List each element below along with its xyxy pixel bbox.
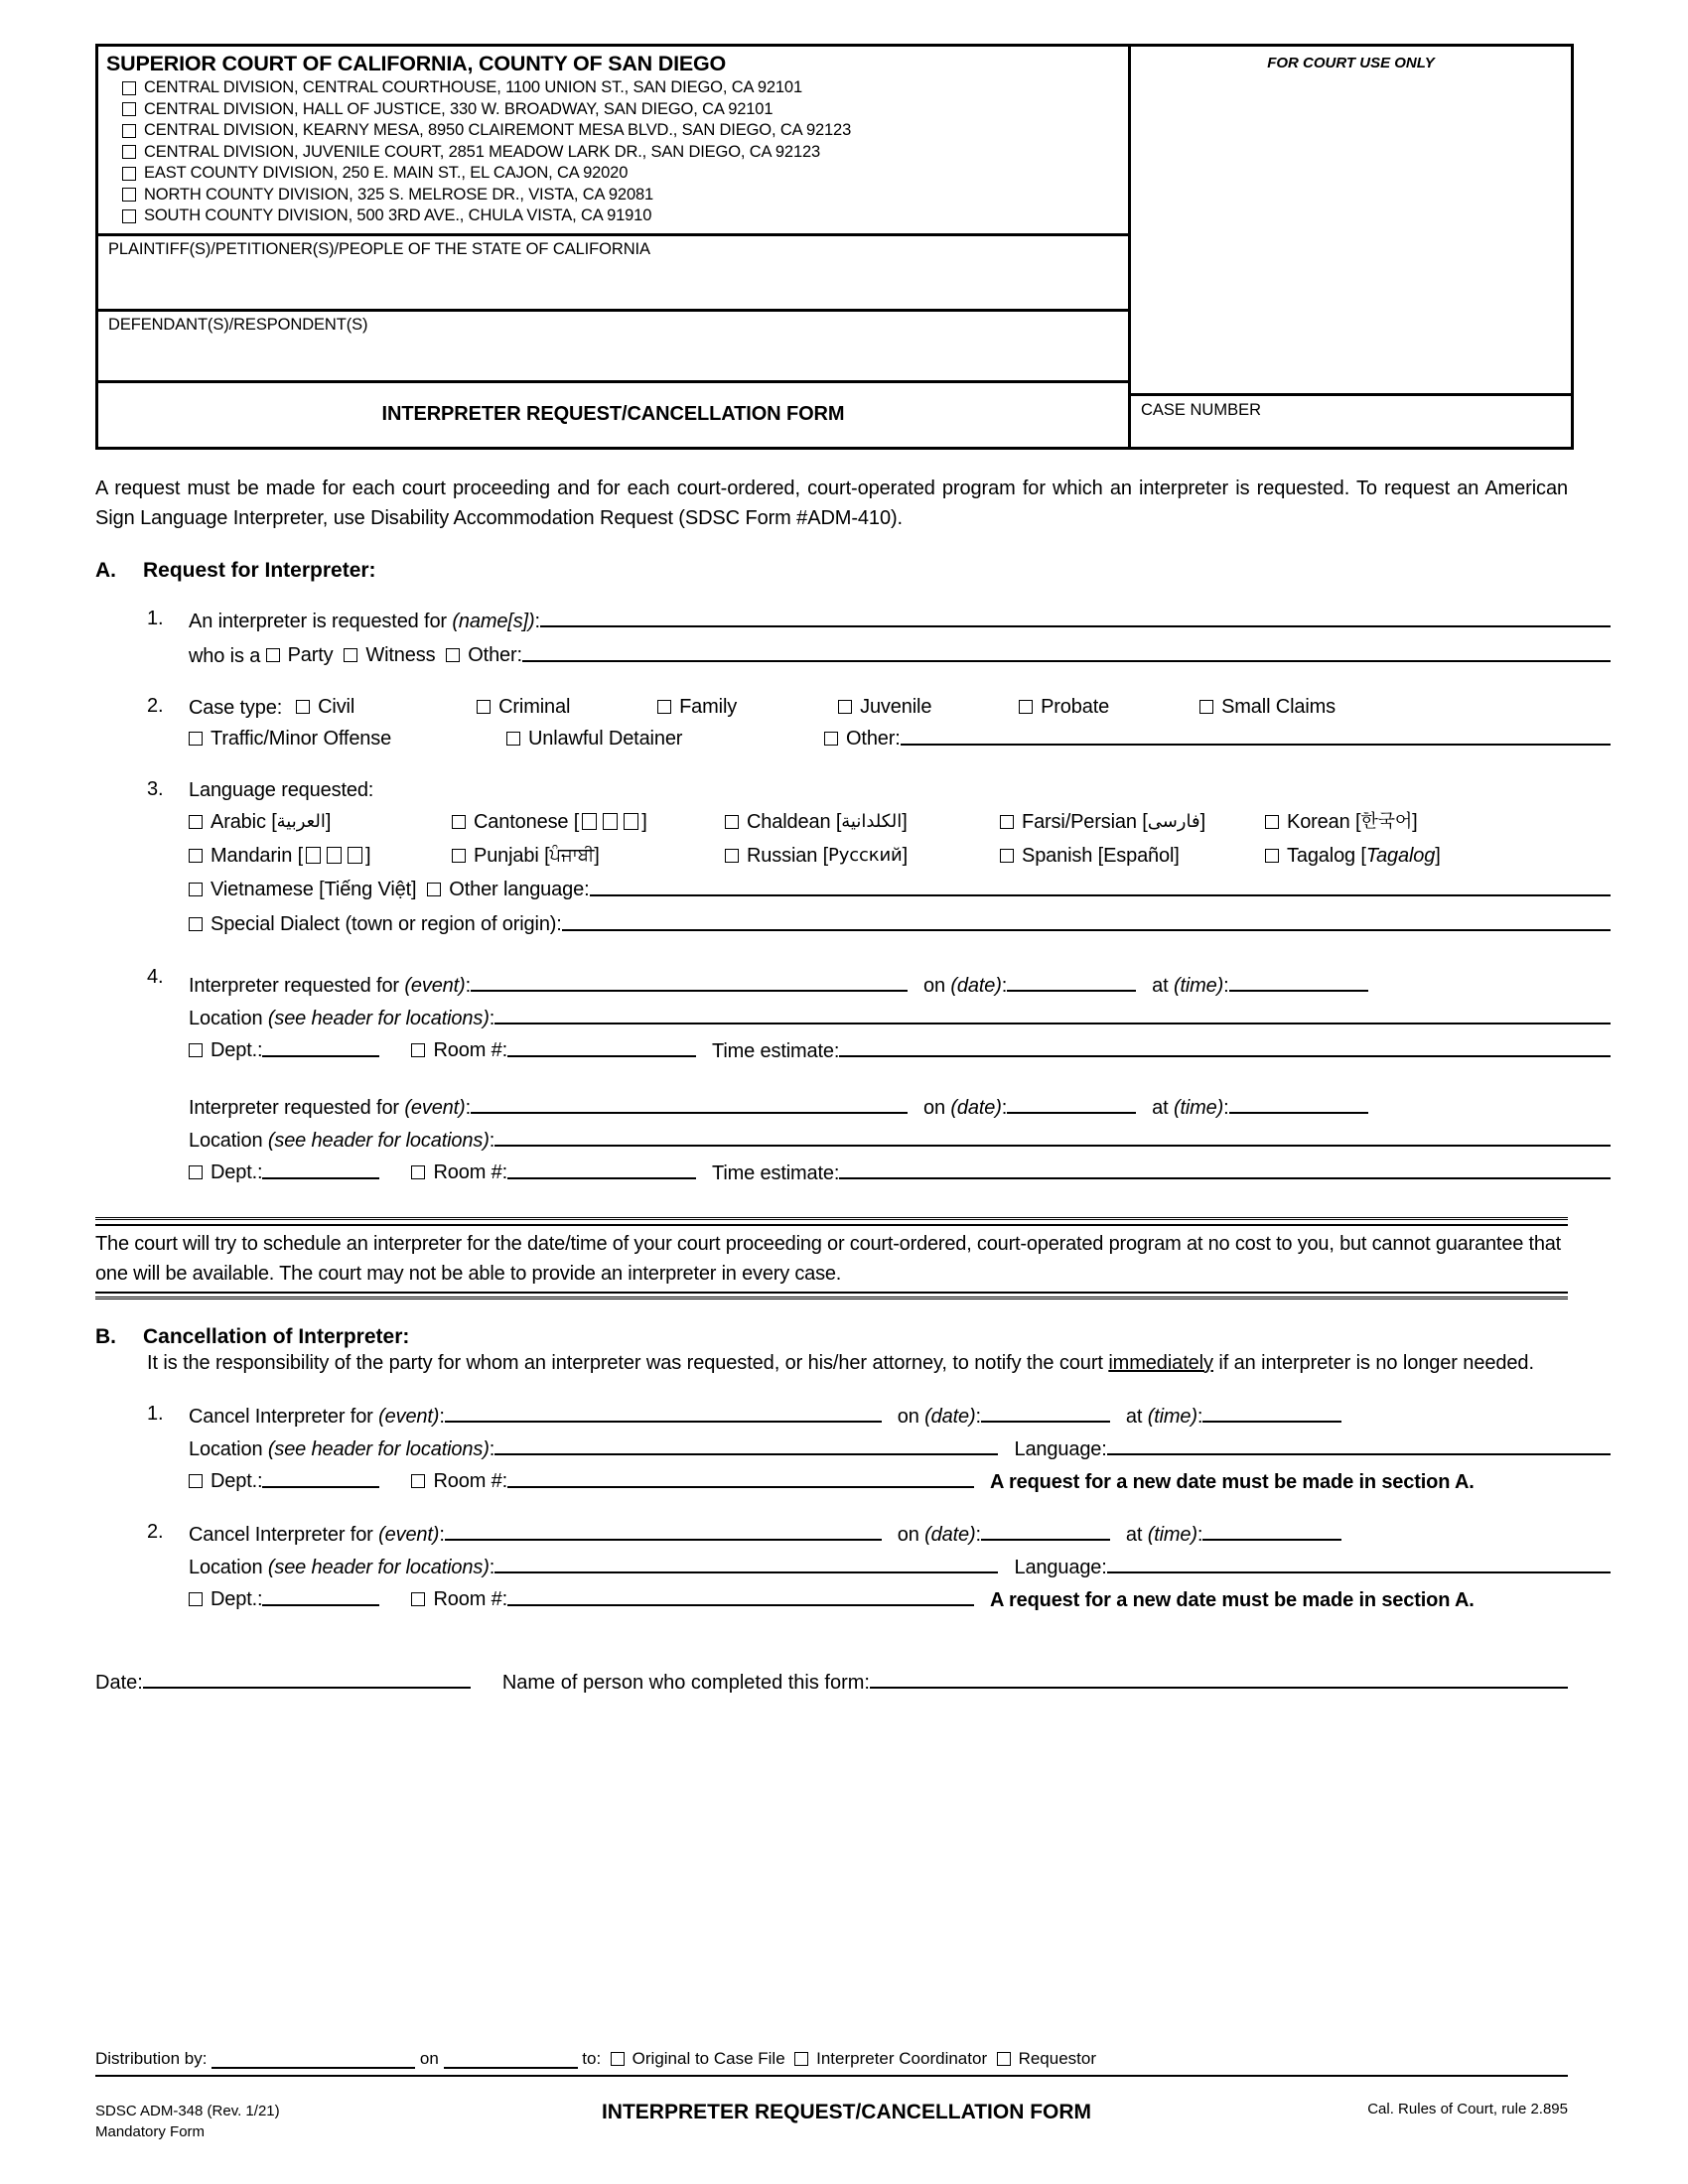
section-b-intro-post: if an interpreter is no longer needed. — [1212, 1351, 1534, 1374]
location-hint: (see header for locations) — [267, 1007, 490, 1029]
cantonese-checkbox[interactable] — [452, 815, 466, 829]
footer-mandatory: Mandatory Form — [95, 2123, 206, 2140]
language-farsi[interactable]: Farsi/Persian [ فارسی ] — [1000, 805, 1265, 839]
cancel-time-input-line-1[interactable] — [1202, 1400, 1341, 1423]
case-type-traffic[interactable] — [189, 724, 506, 753]
completed-by-input-line[interactable] — [870, 1666, 1568, 1689]
missing-glyph-icon — [306, 847, 321, 864]
division-row[interactable] — [106, 142, 1128, 164]
cancel-event-input-line-1[interactable] — [445, 1400, 882, 1423]
division-checkbox-list — [98, 77, 1128, 233]
cancel-language-input-line-2[interactable] — [1107, 1551, 1611, 1573]
division-checkbox-juvenile-court[interactable] — [122, 145, 136, 159]
interpreter-coordinator-checkbox[interactable] — [794, 2052, 808, 2066]
room-input-line-2[interactable] — [507, 1157, 696, 1179]
division-row[interactable] — [106, 120, 1128, 142]
language-cantonese[interactable]: Cantonese [ ] — [452, 805, 725, 839]
cancel-time-hint: (time) — [1147, 1523, 1197, 1546]
availability-notice — [95, 1217, 1568, 1299]
missing-glyph-icon — [327, 847, 342, 864]
room-option-1[interactable] — [411, 1036, 507, 1064]
case-type-other-input-line[interactable] — [901, 723, 1611, 746]
division-checkbox-north-county[interactable] — [122, 188, 136, 202]
division-label: CENTRAL DIVISION, JUVENILE COURT, 2851 MEADOW LARK DR., SAN DIEGO, CA 92123 — [144, 142, 821, 161]
small-claims-label: Small Claims — [1221, 695, 1336, 718]
probate-checkbox[interactable] — [1019, 700, 1033, 714]
cancel-event-input-line-2[interactable] — [445, 1518, 882, 1541]
chaldean-checkbox[interactable] — [725, 815, 739, 829]
on-label: on — [922, 1096, 945, 1119]
special-dialect-option[interactable] — [189, 907, 562, 941]
cantonese-label: Cantonese — [474, 810, 569, 833]
time-estimate-label: Time estimate: — [712, 1161, 840, 1184]
tagalog-script: Tagalog — [1365, 844, 1436, 867]
punjabi-script: ਪੰਜਾਬੀ — [549, 844, 595, 866]
distribution-requestor[interactable] — [997, 2049, 1096, 2069]
plaintiff-label: PLAINTIFF(S)/PETITIONER(S)/PEOPLE OF THE STATE OF CALIFORNIA — [108, 239, 650, 258]
item-b1: 1. Cancel Interpreter for (event) : on (date) : at (time) : Location (see header for locations) : Language: Dept.: Room #: A request for a new date must be made in section A. — [147, 1400, 1611, 1496]
dept-option-1[interactable] — [189, 1036, 262, 1064]
room-option-2[interactable] — [411, 1159, 507, 1186]
mandarin-label: Mandarin — [211, 844, 293, 867]
division-checkbox-kearny-mesa[interactable] — [122, 124, 136, 138]
cancel-location-hint: (see header for locations) — [267, 1437, 490, 1460]
language-row-2 — [189, 839, 1611, 873]
time-estimate-label: Time estimate: — [712, 1039, 840, 1062]
caption-right-column — [1131, 47, 1571, 447]
cancel-location-label: Location — [189, 1556, 263, 1578]
item-a1-hint: (name[s]) — [452, 610, 535, 632]
division-label: CENTRAL DIVISION, CENTRAL COURTHOUSE, 1100 UNION ST., SAN DIEGO, CA 92101 — [144, 78, 802, 96]
who-other-input-line[interactable] — [522, 639, 1611, 662]
section-b-intro-underline: immediately — [1108, 1351, 1213, 1374]
language-other[interactable] — [427, 873, 589, 906]
time-input-line-1[interactable] — [1229, 969, 1368, 992]
division-row[interactable] — [106, 185, 1128, 206]
traffic-checkbox[interactable] — [189, 732, 203, 746]
punjabi-checkbox[interactable] — [452, 849, 466, 863]
who-option-party[interactable] — [266, 641, 334, 669]
vietnamese-checkbox[interactable] — [189, 883, 203, 896]
footer-form-title: INTERPRETER REQUEST/CANCELLATION FORM — [601, 2101, 1092, 2123]
spanish-script: Español — [1103, 844, 1175, 867]
cancel-dept-input-line-1[interactable] — [262, 1465, 379, 1488]
juvenile-label: Juvenile — [860, 695, 932, 718]
dept-checkbox[interactable] — [189, 1474, 203, 1488]
item-a4-number: 4. — [147, 965, 164, 988]
criminal-checkbox[interactable] — [477, 700, 491, 714]
case-type-other-label: Other: — [846, 727, 901, 750]
plaintiff-field[interactable] — [98, 233, 1128, 309]
language-mandarin[interactable]: Mandarin [ ] — [189, 839, 452, 873]
requestor-label: Requestor — [1018, 2049, 1096, 2068]
russian-label: Russian — [747, 844, 818, 867]
arabic-label: Arabic — [211, 810, 266, 833]
division-row[interactable] — [106, 99, 1128, 121]
section-b-title: Cancellation of Interpreter: — [143, 1324, 410, 1348]
language-arabic[interactable]: Arabic [ العربية ] — [189, 805, 452, 839]
special-dialect-checkbox[interactable] — [189, 917, 203, 931]
cancel-dept-option-2[interactable] — [189, 1585, 262, 1613]
russian-script: Русский — [828, 844, 903, 866]
cancel-on-label: on — [897, 1523, 919, 1546]
division-row[interactable] — [106, 163, 1128, 185]
who-option-witness[interactable] — [344, 641, 435, 669]
defendant-label: DEFENDANT(S)/RESPONDENT(S) — [108, 315, 368, 334]
item-b2: 2. Cancel Interpreter for (event) : on (date) : at (time) : Location (see header for locations) : Language: Dept.: Room #: A request for a new date must be made in section A. — [147, 1518, 1611, 1614]
cancel-language-input-line-1[interactable] — [1107, 1433, 1611, 1455]
cancel-time-input-line-2[interactable] — [1202, 1518, 1341, 1541]
language-vietnamese[interactable]: Vietnamese [ Tiếng Việt ] — [189, 873, 416, 906]
language-requested-label: Language requested: — [189, 778, 374, 801]
footer-rule-reference: Cal. Rules of Court, rule 2.895 — [1367, 2101, 1568, 2117]
date-input-line-1[interactable] — [1007, 969, 1136, 992]
cancel-room-label: Room #: — [433, 1587, 508, 1610]
civil-label: Civil — [318, 695, 355, 718]
language-chaldean[interactable]: Chaldean [ الكلدانية ] — [725, 805, 1000, 839]
unlawful-detainer-label: Unlawful Detainer — [528, 727, 683, 750]
caption-box — [95, 44, 1574, 450]
language-russian[interactable]: Russian [ Русский ] — [725, 839, 1000, 873]
language-tagalog[interactable]: Tagalog [ Tagalog ] — [1265, 839, 1441, 873]
cancel-language-label: Language: — [1014, 1556, 1107, 1578]
distribution-by-input-line[interactable] — [211, 2050, 415, 2069]
missing-glyph-icon — [348, 847, 362, 864]
event-input-line-1[interactable] — [471, 969, 908, 992]
civil-checkbox[interactable] — [296, 700, 310, 714]
witness-label: Witness — [365, 643, 436, 666]
cancel-date-input-line-2[interactable] — [981, 1518, 1110, 1541]
defendant-field[interactable] — [98, 309, 1128, 380]
case-type-probate[interactable] — [1019, 692, 1199, 722]
date-hint: (date) — [950, 974, 1002, 997]
division-checkbox-hall-of-justice[interactable] — [122, 102, 136, 116]
page-footer — [95, 2101, 1568, 2142]
who-other-label: Other: — [468, 643, 522, 666]
new-date-note-1: A request for a new date must be made in section A. — [990, 1470, 1475, 1493]
division-label: CENTRAL DIVISION, HALL OF JUSTICE, 330 W. BROADWAY, SAN DIEGO, CA 92101 — [144, 99, 774, 118]
cancel-label: Cancel Interpreter for — [189, 1523, 373, 1546]
date-input-line[interactable] — [143, 1666, 471, 1689]
item-a3-number: 3. — [147, 777, 164, 800]
division-label: CENTRAL DIVISION, KEARNY MESA, 8950 CLAIREMONT MESA BLVD., SAN DIEGO, CA 92123 — [144, 121, 852, 139]
division-checkbox-south-county[interactable] — [122, 209, 136, 223]
case-type-family[interactable] — [657, 692, 838, 722]
original-case-file-checkbox[interactable] — [611, 2052, 625, 2066]
location-label: Location — [189, 1129, 263, 1152]
family-checkbox[interactable] — [657, 700, 671, 714]
section-a-title: Request for Interpreter: — [143, 558, 376, 582]
korean-script: 한국어 — [1360, 810, 1413, 832]
tagalog-label: Tagalog — [1287, 844, 1356, 867]
who-other-checkbox[interactable] — [446, 648, 460, 662]
location-label: Location — [189, 1007, 263, 1029]
item-a2 — [147, 692, 1611, 753]
party-checkbox[interactable] — [266, 648, 280, 662]
dept-checkbox[interactable] — [189, 1043, 203, 1057]
case-type-civil[interactable] — [296, 692, 477, 722]
tagalog-checkbox[interactable] — [1265, 849, 1279, 863]
cancel-dept-input-line-2[interactable] — [262, 1583, 379, 1606]
mandarin-checkbox[interactable] — [189, 849, 203, 863]
cancel-room-input-line-2[interactable] — [507, 1583, 974, 1606]
arabic-checkbox[interactable] — [189, 815, 203, 829]
for-court-use-only-label: FOR COURT USE ONLY — [1267, 55, 1435, 71]
intro-paragraph: A request must be made for each court proceeding and for each court-ordered, court-operated program for which an interpreter is requested. To request an American Sign Language Interpreter, use Disability Accommodation Request (SDSC Form #ADM-410). — [95, 477, 1568, 529]
cancel-time-hint: (time) — [1147, 1405, 1197, 1428]
item-a1 — [147, 605, 1611, 670]
footer-form-id: SDSC ADM-348 (Rev. 1/21) — [95, 2103, 280, 2119]
new-date-note-2: A request for a new date must be made in section A. — [990, 1588, 1475, 1611]
division-checkbox-central-courthouse[interactable] — [122, 81, 136, 95]
room-checkbox[interactable] — [411, 1165, 425, 1179]
chaldean-label: Chaldean — [747, 810, 831, 833]
spanish-label: Spanish — [1022, 844, 1093, 867]
missing-glyph-icon — [582, 813, 597, 830]
cancel-room-input-line-1[interactable] — [507, 1465, 974, 1488]
caption-form-title: INTERPRETER REQUEST/CANCELLATION FORM — [98, 380, 1128, 447]
case-type-row-2 — [189, 723, 1611, 753]
cancel-location-label: Location — [189, 1437, 263, 1460]
division-label: SOUTH COUNTY DIVISION, 500 3RD AVE., CHULA VISTA, CA 91910 — [144, 206, 652, 224]
date-label: Date: — [95, 1671, 143, 1694]
item-a4 — [147, 963, 1611, 1187]
at-label: at — [1152, 974, 1169, 997]
other-language-label: Other language: — [449, 878, 590, 900]
dept-input-line-2[interactable] — [262, 1157, 379, 1179]
section-b-intro — [147, 1349, 1611, 1378]
location-input-line-1[interactable] — [494, 1002, 1611, 1024]
cancel-room-label: Room #: — [433, 1469, 508, 1492]
traffic-label: Traffic/Minor Offense — [211, 727, 392, 750]
room-input-line-1[interactable] — [507, 1034, 696, 1057]
language-row-4 — [189, 907, 1611, 941]
language-row-3 — [189, 873, 1611, 907]
cancel-dept-label: Dept.: — [211, 1587, 263, 1610]
completed-by-label: Name of person who completed this form: — [501, 1671, 870, 1694]
date-input-line-2[interactable] — [1007, 1091, 1136, 1114]
location-hint: (see header for locations) — [267, 1129, 490, 1152]
cancel-location-input-line-2[interactable] — [494, 1551, 998, 1573]
dept-checkbox[interactable] — [189, 1165, 203, 1179]
at-label: at — [1152, 1096, 1169, 1119]
farsi-script: فارسی — [1147, 810, 1200, 832]
unlawful-detainer-checkbox[interactable] — [506, 732, 520, 746]
date-hint: (date) — [950, 1096, 1002, 1119]
case-type-unlawful-detainer[interactable] — [506, 724, 824, 753]
case-type-juvenile[interactable] — [838, 692, 1019, 722]
distribution-on-input-line[interactable] — [444, 2050, 578, 2069]
item-a1-text: An interpreter is requested for — [189, 610, 447, 632]
section-a-letter: A. — [95, 558, 116, 582]
vietnamese-script: Tiếng Việt — [324, 878, 412, 900]
other-language-checkbox[interactable] — [427, 883, 441, 896]
division-row[interactable] — [106, 205, 1128, 227]
farsi-checkbox[interactable] — [1000, 815, 1014, 829]
event-label: Interpreter requested for — [189, 1096, 399, 1119]
russian-checkbox[interactable] — [725, 849, 739, 863]
location-input-line-2[interactable] — [494, 1124, 1611, 1147]
cancel-on-label: on — [897, 1405, 919, 1428]
section-b-intro-pre: It is the responsibility of the party for whom an interpreter was requested, or his/her attorney, to notify the court — [147, 1351, 1109, 1374]
item-a1-number: 1. — [147, 607, 164, 629]
case-type-row-1 — [189, 692, 1611, 723]
division-row[interactable] — [106, 77, 1128, 99]
cancel-event-hint: (event) — [378, 1405, 440, 1428]
korean-label: Korean — [1287, 810, 1350, 833]
language-korean[interactable]: Korean [ 한국어 ] — [1265, 805, 1418, 839]
dept-option-2[interactable] — [189, 1159, 262, 1186]
time-hint: (time) — [1173, 1096, 1224, 1119]
case-type-small-claims[interactable] — [1199, 692, 1336, 722]
korean-checkbox[interactable] — [1265, 815, 1279, 829]
cancel-dept-label: Dept.: — [211, 1469, 263, 1492]
original-case-file-label: Original to Case File — [632, 2049, 785, 2068]
distribution-original-to-case-file[interactable] — [611, 2049, 785, 2069]
section-a-heading — [95, 559, 1611, 583]
cancel-location-hint: (see header for locations) — [267, 1556, 490, 1578]
distribution-to-label: to: — [582, 2049, 602, 2068]
item-b1-number: 1. — [147, 1402, 164, 1425]
time-input-line-2[interactable] — [1229, 1091, 1368, 1114]
interpreter-coordinator-label: Interpreter Coordinator — [816, 2049, 988, 2068]
other-language-input-line[interactable] — [590, 874, 1612, 896]
event-hint: (event) — [404, 974, 466, 997]
missing-glyph-icon — [624, 813, 638, 830]
special-dialect-label: Special Dialect (town or region of origin): — [211, 912, 562, 935]
case-number-label: CASE NUMBER — [1141, 401, 1262, 419]
distribution-by-label: Distribution by: — [95, 2049, 208, 2068]
item-b2-number: 2. — [147, 1520, 164, 1543]
cancel-room-option-1[interactable] — [411, 1467, 507, 1495]
cancel-language-label: Language: — [1014, 1437, 1107, 1460]
division-label: EAST COUNTY DIVISION, 250 E. MAIN ST., EL CAJON, CA 92020 — [144, 164, 629, 182]
item-a2-number: 2. — [147, 694, 164, 717]
on-label: on — [922, 974, 945, 997]
language-row-1 — [189, 805, 1611, 839]
special-dialect-input-line[interactable] — [562, 908, 1611, 931]
event-label: Interpreter requested for — [189, 974, 399, 997]
distribution-row — [95, 2049, 1568, 2077]
room-checkbox[interactable] — [411, 1474, 425, 1488]
small-claims-checkbox[interactable] — [1199, 700, 1213, 714]
section-b-heading — [95, 1325, 1611, 1349]
room-checkbox[interactable] — [411, 1592, 425, 1606]
case-type-label: Case type: — [189, 696, 283, 719]
time-estimate-input-line-2[interactable] — [839, 1157, 1611, 1179]
room-checkbox[interactable] — [411, 1043, 425, 1057]
item-a1-colon: : — [534, 610, 540, 632]
for-court-use-only-box — [1131, 47, 1571, 396]
room-label: Room #: — [433, 1160, 508, 1183]
case-type-criminal[interactable] — [477, 692, 657, 722]
name-input-line[interactable] — [540, 605, 1611, 627]
cancel-location-input-line-1[interactable] — [494, 1433, 998, 1455]
event-hint: (event) — [404, 1096, 466, 1119]
language-punjabi[interactable]: Punjabi [ ਪੰਜਾਬੀ ] — [452, 839, 725, 873]
dept-input-line-1[interactable] — [262, 1034, 379, 1057]
cancel-at-label: at — [1125, 1405, 1143, 1428]
case-type-other-checkbox[interactable] — [824, 732, 838, 746]
criminal-label: Criminal — [498, 695, 571, 718]
arabic-script: العربية — [276, 810, 326, 832]
event-input-line-2[interactable] — [471, 1091, 908, 1114]
chaldean-script: الكلدانية — [841, 810, 903, 832]
punjabi-label: Punjabi — [474, 844, 539, 867]
dept-checkbox[interactable] — [189, 1592, 203, 1606]
section-b-letter: B. — [95, 1324, 116, 1348]
request-event-block-2: Interpreter requested for (event) : on (date) : at (time) : Location (see header for locations) : Dept.: Room #: Time estimate: — [189, 1091, 1611, 1187]
time-hint: (time) — [1173, 974, 1224, 997]
cancel-dept-option-1[interactable] — [189, 1467, 262, 1495]
probate-label: Probate — [1041, 695, 1110, 718]
court-title: SUPERIOR COURT OF CALIFORNIA, COUNTY OF SAN DIEGO — [106, 52, 727, 75]
party-label: Party — [287, 643, 334, 666]
witness-checkbox[interactable] — [344, 648, 357, 662]
request-event-block-1: Interpreter requested for (event) : on (date) : at (time) : Location (see header for locations) : Dept.: Room #: Time estimate: — [189, 969, 1611, 1065]
cancel-event-hint: (event) — [378, 1523, 440, 1546]
distribution-on-label: on — [419, 2049, 439, 2068]
language-spanish[interactable]: Spanish [ Español ] — [1000, 839, 1265, 873]
requestor-checkbox[interactable] — [997, 2052, 1011, 2066]
family-label: Family — [679, 695, 738, 718]
spanish-checkbox[interactable] — [1000, 849, 1014, 863]
distribution-interpreter-coordinator[interactable] — [794, 2049, 987, 2069]
missing-glyph-icon — [603, 813, 618, 830]
cancel-date-hint: (date) — [924, 1523, 976, 1546]
division-label: NORTH COUNTY DIVISION, 325 S. MELROSE DR., VISTA, CA 92081 — [144, 185, 654, 204]
cancel-at-label: at — [1125, 1523, 1143, 1546]
farsi-label: Farsi/Persian — [1022, 810, 1137, 833]
division-checkbox-east-county[interactable] — [122, 167, 136, 181]
case-type-other[interactable] — [824, 724, 901, 753]
case-number-field[interactable] — [1131, 396, 1571, 447]
cancel-date-input-line-1[interactable] — [981, 1400, 1110, 1423]
footer-left — [95, 2101, 423, 2142]
who-option-other[interactable] — [446, 641, 522, 669]
who-is-a-label: who is a — [189, 644, 261, 667]
dept-label: Dept.: — [211, 1160, 263, 1183]
caption-left-column — [98, 47, 1131, 447]
room-label: Room #: — [433, 1038, 508, 1061]
availability-notice-text: The court will try to schedule an interpreter for the date/time of your court proceeding or court-ordered, court-operated program at no cost to you, but cannot guarantee that one will be available. The court may not be able to provide an interpreter in every case. — [95, 1224, 1568, 1294]
cancel-room-option-2[interactable] — [411, 1585, 507, 1613]
item-a3 — [147, 775, 1611, 941]
cancel-date-hint: (date) — [924, 1405, 976, 1428]
vietnamese-label: Vietnamese — [211, 878, 314, 900]
signature-line — [95, 1666, 1568, 1695]
cancel-label: Cancel Interpreter for — [189, 1405, 373, 1428]
dept-label: Dept.: — [211, 1038, 263, 1061]
time-estimate-input-line-1[interactable] — [839, 1034, 1611, 1057]
juvenile-checkbox[interactable] — [838, 700, 852, 714]
